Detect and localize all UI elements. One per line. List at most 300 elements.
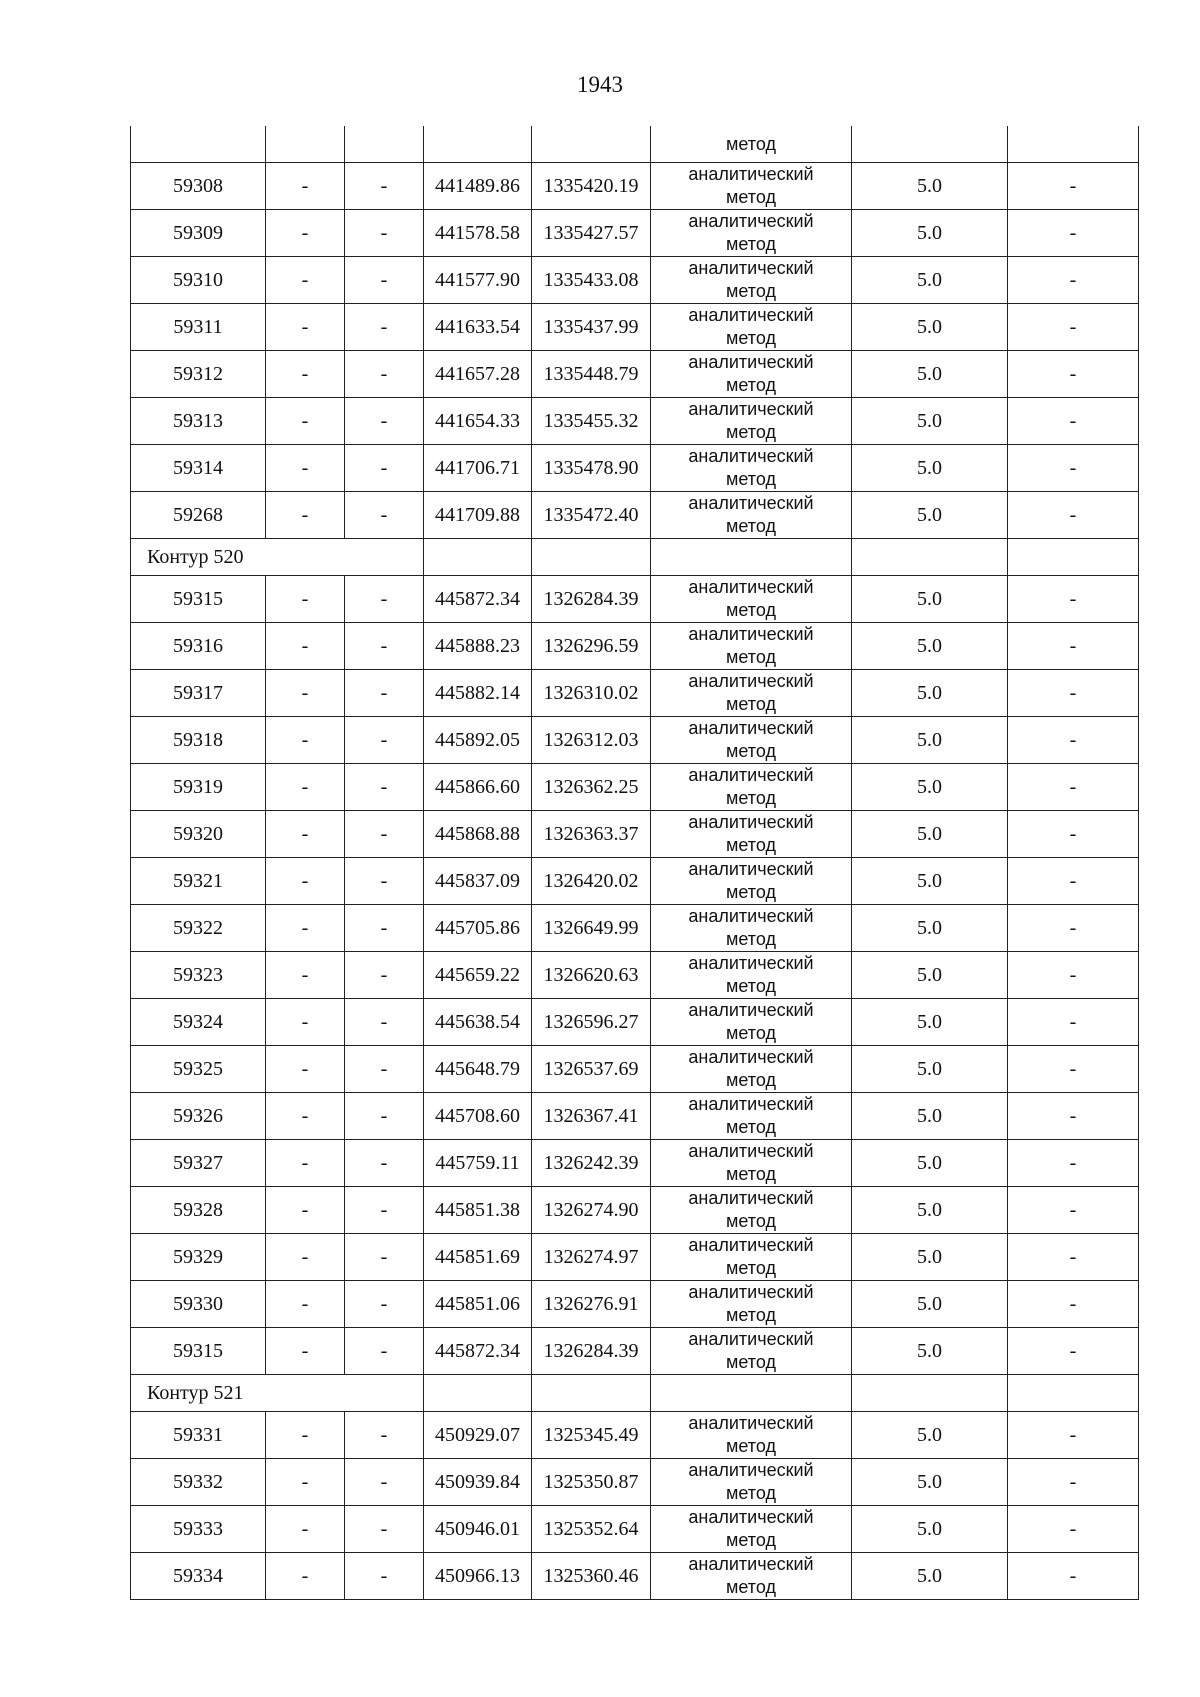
cell-col3: - <box>345 398 424 445</box>
cell-accuracy: 5.0 <box>852 1046 1008 1093</box>
cell-method <box>651 1046 852 1093</box>
method-line: метод <box>726 328 776 348</box>
cell-col3: - <box>345 623 424 670</box>
cell-col3: - <box>345 163 424 210</box>
cell-col3: - <box>345 1046 424 1093</box>
cell-method <box>651 858 852 905</box>
cell-col3: - <box>345 717 424 764</box>
coordinates-table <box>130 126 1139 1600</box>
method-line: аналитический <box>688 1047 814 1067</box>
method-line: аналитический <box>688 859 814 879</box>
cell-col3: - <box>345 210 424 257</box>
cell-col8: - <box>1008 670 1139 717</box>
cell-col2: - <box>266 163 345 210</box>
cell-x: 445866.60 <box>424 764 532 811</box>
method-line: аналитический <box>688 906 814 926</box>
cell-accuracy: 5.0 <box>852 1187 1008 1234</box>
cell-col3: - <box>345 351 424 398</box>
method-line: метод <box>726 1436 776 1456</box>
method-line: аналитический <box>688 1141 814 1161</box>
cell-point: 59331 <box>131 1412 266 1459</box>
cell-x: 450929.07 <box>424 1412 532 1459</box>
cell-x: 445708.60 <box>424 1093 532 1140</box>
cell-accuracy: 5.0 <box>852 304 1008 351</box>
cell-method <box>651 539 852 576</box>
cell-col8: - <box>1008 1459 1139 1506</box>
cell-col2 <box>266 126 345 163</box>
cell-col8: - <box>1008 1234 1139 1281</box>
cell-method <box>651 1281 852 1328</box>
cell-y: 1335472.40 <box>532 492 651 539</box>
cell-method <box>651 163 852 210</box>
cell-col3: - <box>345 1412 424 1459</box>
cell-col2: - <box>266 811 345 858</box>
cell-col3: - <box>345 576 424 623</box>
cell-point: 59334 <box>131 1553 266 1600</box>
cell-col3: - <box>345 1187 424 1234</box>
cell-col3: - <box>345 1328 424 1375</box>
table-row <box>131 764 1139 811</box>
method-line: аналитический <box>688 1282 814 1302</box>
method-line: метод <box>726 694 776 714</box>
contour-header-row <box>131 539 1139 576</box>
cell-accuracy: 5.0 <box>852 351 1008 398</box>
cell-y: 1326362.25 <box>532 764 651 811</box>
method-line: аналитический <box>688 1188 814 1208</box>
cell-col2: - <box>266 1046 345 1093</box>
method-line: метод <box>726 929 776 949</box>
cell-method <box>651 905 852 952</box>
cell-col3: - <box>345 999 424 1046</box>
cell-method <box>651 1328 852 1375</box>
table-row <box>131 1281 1139 1328</box>
method-line: аналитический <box>688 164 814 184</box>
method-line: аналитический <box>688 1329 814 1349</box>
method-line: аналитический <box>688 765 814 785</box>
cell-y: 1335448.79 <box>532 351 651 398</box>
cell-x: 445837.09 <box>424 858 532 905</box>
cell-col2: - <box>266 623 345 670</box>
method-line: метод <box>726 187 776 207</box>
cell-x: 450939.84 <box>424 1459 532 1506</box>
cell-point: 59309 <box>131 210 266 257</box>
cell-accuracy: 5.0 <box>852 905 1008 952</box>
contour-label: Контур 521 <box>131 1375 424 1412</box>
cell-col8: - <box>1008 1553 1139 1600</box>
cell-col3: - <box>345 1459 424 1506</box>
method-line: метод <box>726 1577 776 1597</box>
table-row <box>131 210 1139 257</box>
cell-accuracy <box>852 539 1008 576</box>
cell-col8: - <box>1008 257 1139 304</box>
cell-accuracy: 5.0 <box>852 1553 1008 1600</box>
table-row <box>131 717 1139 764</box>
contour-label: Контур 520 <box>131 539 424 576</box>
cell-col8: - <box>1008 717 1139 764</box>
cell-y <box>532 539 651 576</box>
cell-point: 59315 <box>131 576 266 623</box>
cell-method <box>651 1506 852 1553</box>
cell-col2: - <box>266 1093 345 1140</box>
cell-y: 1326312.03 <box>532 717 651 764</box>
cell-method <box>651 445 852 492</box>
cell-y: 1326537.69 <box>532 1046 651 1093</box>
method-line: аналитический <box>688 1460 814 1480</box>
cell-point: 59332 <box>131 1459 266 1506</box>
table-body <box>131 126 1139 1600</box>
method-line: аналитический <box>688 624 814 644</box>
cell-col2: - <box>266 858 345 905</box>
cell-col2: - <box>266 905 345 952</box>
cell-x: 445888.23 <box>424 623 532 670</box>
method-line: аналитический <box>688 1413 814 1433</box>
cell-col2: - <box>266 764 345 811</box>
cell-accuracy: 5.0 <box>852 1140 1008 1187</box>
cell-col3: - <box>345 304 424 351</box>
cell-col8: - <box>1008 1281 1139 1328</box>
cell-point: 59311 <box>131 304 266 351</box>
cell-point: 59310 <box>131 257 266 304</box>
table-row <box>131 1553 1139 1600</box>
table-row <box>131 858 1139 905</box>
cell-y: 1326276.91 <box>532 1281 651 1328</box>
cell-method <box>651 1412 852 1459</box>
method-line: аналитический <box>688 1000 814 1020</box>
cell-col2: - <box>266 492 345 539</box>
method-line: аналитический <box>688 671 814 691</box>
cell-col8: - <box>1008 623 1139 670</box>
cell-method <box>651 1459 852 1506</box>
method-line: аналитический <box>688 577 814 597</box>
cell-col8: - <box>1008 398 1139 445</box>
cell-col3: - <box>345 858 424 905</box>
cell-method <box>651 670 852 717</box>
table-row <box>131 670 1139 717</box>
cell-x: 445882.14 <box>424 670 532 717</box>
cell-accuracy: 5.0 <box>852 952 1008 999</box>
cell-method <box>651 623 852 670</box>
method-line: метод <box>726 600 776 620</box>
cell-point: 59325 <box>131 1046 266 1093</box>
method-line: метод <box>726 1070 776 1090</box>
table-row <box>131 999 1139 1046</box>
cell-y: 1326274.90 <box>532 1187 651 1234</box>
cell-col3: - <box>345 1506 424 1553</box>
cell-x: 445872.34 <box>424 1328 532 1375</box>
cell-x <box>424 126 532 163</box>
cell-col3: - <box>345 811 424 858</box>
cell-col8 <box>1008 126 1139 163</box>
cell-accuracy: 5.0 <box>852 1506 1008 1553</box>
cell-x: 445759.11 <box>424 1140 532 1187</box>
cell-y: 1326367.41 <box>532 1093 651 1140</box>
table-row <box>131 1506 1139 1553</box>
cell-x: 441657.28 <box>424 351 532 398</box>
cell-col3: - <box>345 1140 424 1187</box>
cell-col3: - <box>345 257 424 304</box>
cell-col8: - <box>1008 1140 1139 1187</box>
cell-col8: - <box>1008 1328 1139 1375</box>
cell-col8: - <box>1008 1187 1139 1234</box>
method-line: метод <box>726 469 776 489</box>
cell-x: 445851.38 <box>424 1187 532 1234</box>
cell-y: 1326284.39 <box>532 576 651 623</box>
cell-x: 445892.05 <box>424 717 532 764</box>
method-line: метод <box>726 133 776 154</box>
cell-accuracy: 5.0 <box>852 576 1008 623</box>
cell-col2: - <box>266 398 345 445</box>
cell-point: 59322 <box>131 905 266 952</box>
cell-col2: - <box>266 952 345 999</box>
method-line: метод <box>726 976 776 996</box>
method-line: метод <box>726 516 776 536</box>
method-line: метод <box>726 1023 776 1043</box>
method-line: аналитический <box>688 812 814 832</box>
cell-accuracy: 5.0 <box>852 811 1008 858</box>
cell-point: 59330 <box>131 1281 266 1328</box>
table-row <box>131 1140 1139 1187</box>
method-line: метод <box>726 234 776 254</box>
cell-y: 1326649.99 <box>532 905 651 952</box>
cell-x: 445659.22 <box>424 952 532 999</box>
cell-x: 445868.88 <box>424 811 532 858</box>
cell-col3: - <box>345 492 424 539</box>
cell-col3: - <box>345 1093 424 1140</box>
cell-x: 441633.54 <box>424 304 532 351</box>
cell-method <box>651 257 852 304</box>
cell-accuracy: 5.0 <box>852 1281 1008 1328</box>
cell-col8: - <box>1008 1506 1139 1553</box>
cell-col8: - <box>1008 445 1139 492</box>
cell-y: 1335437.99 <box>532 304 651 351</box>
cell-accuracy: 5.0 <box>852 1093 1008 1140</box>
method-line: аналитический <box>688 352 814 372</box>
method-line: метод <box>726 422 776 442</box>
cell-method <box>651 1553 852 1600</box>
cell-col2: - <box>266 576 345 623</box>
cell-method <box>651 351 852 398</box>
cell-col2: - <box>266 210 345 257</box>
method-line: метод <box>726 375 776 395</box>
table-row <box>131 398 1139 445</box>
method-line: аналитический <box>688 953 814 973</box>
method-line: аналитический <box>688 1235 814 1255</box>
method-line: метод <box>726 1258 776 1278</box>
cell-method <box>651 764 852 811</box>
cell-y: 1335420.19 <box>532 163 651 210</box>
cell-x: 450966.13 <box>424 1553 532 1600</box>
cell-col2: - <box>266 1506 345 1553</box>
cell-x <box>424 1375 532 1412</box>
method-line: аналитический <box>688 305 814 325</box>
cell-y: 1325360.46 <box>532 1553 651 1600</box>
cell-x: 450946.01 <box>424 1506 532 1553</box>
cell-accuracy: 5.0 <box>852 163 1008 210</box>
cell-y: 1326420.02 <box>532 858 651 905</box>
cell-col8: - <box>1008 952 1139 999</box>
cell-y: 1325352.64 <box>532 1506 651 1553</box>
table-row <box>131 1093 1139 1140</box>
cell-col2: - <box>266 717 345 764</box>
cell-col2: - <box>266 1459 345 1506</box>
cell-accuracy <box>852 126 1008 163</box>
cell-method <box>651 304 852 351</box>
cell-point <box>131 126 266 163</box>
cell-method <box>651 576 852 623</box>
cell-point: 59324 <box>131 999 266 1046</box>
method-line: аналитический <box>688 1554 814 1574</box>
cell-y: 1326242.39 <box>532 1140 651 1187</box>
cell-x: 441654.33 <box>424 398 532 445</box>
cell-col8: - <box>1008 999 1139 1046</box>
cell-y: 1326620.63 <box>532 952 651 999</box>
cell-col8: - <box>1008 304 1139 351</box>
cell-col8 <box>1008 539 1139 576</box>
table-row <box>131 163 1139 210</box>
method-line: метод <box>726 882 776 902</box>
cell-col2: - <box>266 445 345 492</box>
cell-point: 59319 <box>131 764 266 811</box>
cell-accuracy: 5.0 <box>852 1328 1008 1375</box>
method-line: метод <box>726 1530 776 1550</box>
table-row <box>131 1234 1139 1281</box>
cell-col8: - <box>1008 811 1139 858</box>
cell-y: 1325345.49 <box>532 1412 651 1459</box>
cell-method <box>651 492 852 539</box>
cell-x: 445638.54 <box>424 999 532 1046</box>
cell-accuracy: 5.0 <box>852 210 1008 257</box>
cell-y: 1326274.97 <box>532 1234 651 1281</box>
method-line: аналитический <box>688 493 814 513</box>
cell-point: 59268 <box>131 492 266 539</box>
cell-point: 59308 <box>131 163 266 210</box>
table-row <box>131 905 1139 952</box>
cell-method <box>651 952 852 999</box>
cell-accuracy: 5.0 <box>852 999 1008 1046</box>
table-row <box>131 257 1139 304</box>
cell-accuracy: 5.0 <box>852 257 1008 304</box>
contour-header-row <box>131 1375 1139 1412</box>
cell-col2: - <box>266 1412 345 1459</box>
cell-point: 59326 <box>131 1093 266 1140</box>
cell-method <box>651 1234 852 1281</box>
cell-point: 59317 <box>131 670 266 717</box>
table-row <box>131 1412 1139 1459</box>
cell-y: 1325350.87 <box>532 1459 651 1506</box>
cell-method <box>651 1375 852 1412</box>
cell-method <box>651 717 852 764</box>
cell-col8: - <box>1008 1093 1139 1140</box>
cell-col8: - <box>1008 492 1139 539</box>
cell-col3: - <box>345 952 424 999</box>
method-line: метод <box>726 1305 776 1325</box>
table-row <box>131 811 1139 858</box>
cell-y: 1326310.02 <box>532 670 651 717</box>
cell-accuracy: 5.0 <box>852 445 1008 492</box>
method-line: метод <box>726 647 776 667</box>
cell-x: 445851.06 <box>424 1281 532 1328</box>
cell-col3: - <box>345 1553 424 1600</box>
cell-y: 1335427.57 <box>532 210 651 257</box>
table-row <box>131 304 1139 351</box>
table-row <box>131 445 1139 492</box>
cell-accuracy: 5.0 <box>852 492 1008 539</box>
method-line: метод <box>726 788 776 808</box>
cell-col2: - <box>266 1187 345 1234</box>
cell-point: 59318 <box>131 717 266 764</box>
cell-x: 445872.34 <box>424 576 532 623</box>
cell-x: 441709.88 <box>424 492 532 539</box>
cell-point: 59316 <box>131 623 266 670</box>
cell-col2: - <box>266 257 345 304</box>
cell-point: 59315 <box>131 1328 266 1375</box>
method-line: аналитический <box>688 399 814 419</box>
method-line: аналитический <box>688 718 814 738</box>
cell-col3: - <box>345 764 424 811</box>
cell-method <box>651 1140 852 1187</box>
cell-accuracy: 5.0 <box>852 1234 1008 1281</box>
cell-y: 1335478.90 <box>532 445 651 492</box>
cell-accuracy: 5.0 <box>852 1459 1008 1506</box>
cell-col3: - <box>345 1281 424 1328</box>
method-line: метод <box>726 835 776 855</box>
cell-accuracy: 5.0 <box>852 764 1008 811</box>
method-line: метод <box>726 741 776 761</box>
cell-col2: - <box>266 999 345 1046</box>
table-row <box>131 576 1139 623</box>
cell-accuracy: 5.0 <box>852 623 1008 670</box>
table-row <box>131 1187 1139 1234</box>
cell-point: 59312 <box>131 351 266 398</box>
cell-y: 1326296.59 <box>532 623 651 670</box>
cell-col2: - <box>266 1328 345 1375</box>
cell-col3: - <box>345 670 424 717</box>
table-row <box>131 623 1139 670</box>
cell-col2: - <box>266 670 345 717</box>
cell-y <box>532 1375 651 1412</box>
cell-method <box>651 999 852 1046</box>
method-line: аналитический <box>688 1507 814 1527</box>
cell-col3: - <box>345 445 424 492</box>
cell-col3: - <box>345 905 424 952</box>
cell-col8: - <box>1008 351 1139 398</box>
table-row <box>131 952 1139 999</box>
table-row <box>131 492 1139 539</box>
cell-method <box>651 811 852 858</box>
cell-x <box>424 539 532 576</box>
cell-y: 1335433.08 <box>532 257 651 304</box>
method-line: аналитический <box>688 1094 814 1114</box>
cell-x: 445705.86 <box>424 905 532 952</box>
method-line: метод <box>726 1117 776 1137</box>
cell-col3 <box>345 126 424 163</box>
continuation-row <box>131 126 1139 163</box>
cell-col8: - <box>1008 764 1139 811</box>
cell-col2: - <box>266 304 345 351</box>
cell-point: 59313 <box>131 398 266 445</box>
cell-col8: - <box>1008 1412 1139 1459</box>
cell-accuracy: 5.0 <box>852 717 1008 764</box>
cell-accuracy: 5.0 <box>852 858 1008 905</box>
cell-col8: - <box>1008 576 1139 623</box>
cell-y: 1335455.32 <box>532 398 651 445</box>
method-line: метод <box>726 1483 776 1503</box>
cell-method <box>651 210 852 257</box>
cell-x: 445851.69 <box>424 1234 532 1281</box>
cell-col8 <box>1008 1375 1139 1412</box>
table-row <box>131 1328 1139 1375</box>
cell-x: 441489.86 <box>424 163 532 210</box>
